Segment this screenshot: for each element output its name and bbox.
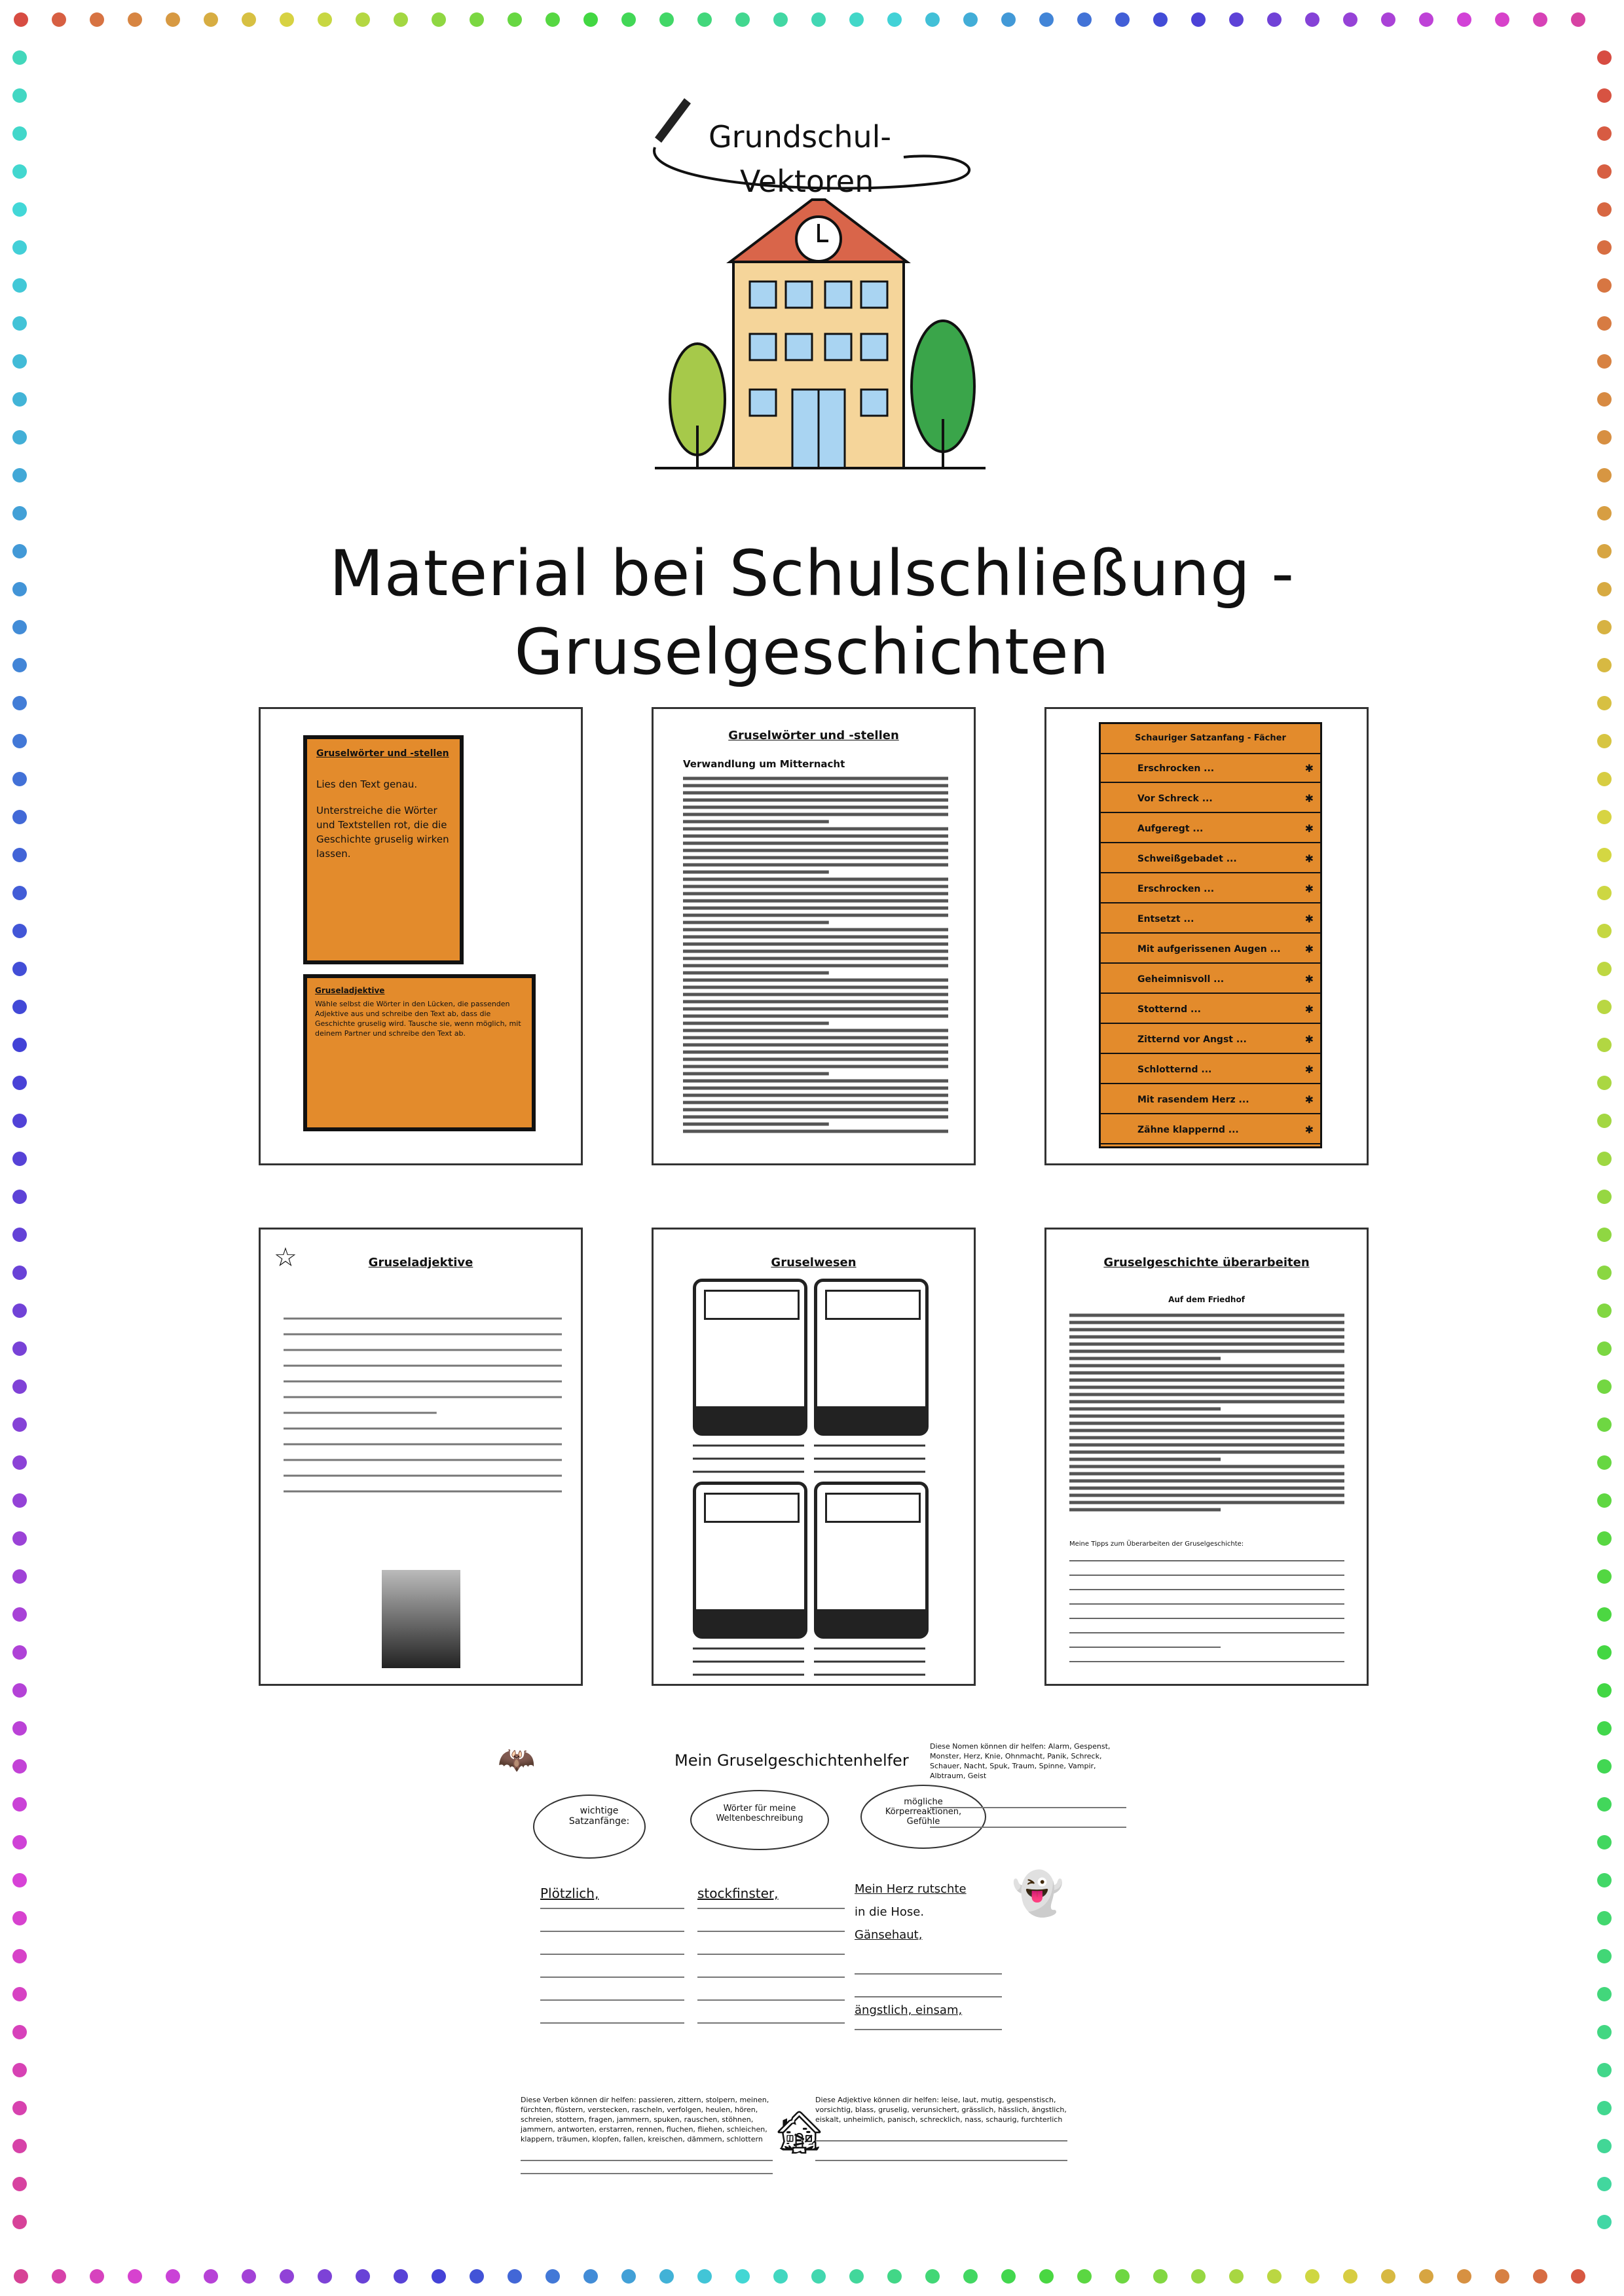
fan-row-label: Geheimnisvoll ... <box>1137 974 1225 985</box>
fan-row <box>1101 905 1320 934</box>
border-dot <box>1597 430 1612 445</box>
border-dot <box>1597 392 1612 407</box>
border-dot <box>1597 1683 1612 1698</box>
bat-icon: 🦇 <box>498 1741 536 1777</box>
border-dot <box>1597 1721 1612 1736</box>
border-dot <box>1597 202 1612 217</box>
border-dot <box>12 1759 27 1774</box>
border-dot <box>1039 2269 1054 2284</box>
text-body-lines <box>683 774 948 1141</box>
border-dot <box>1597 1569 1612 1584</box>
border-dot <box>12 240 27 255</box>
thumbnail-creatures <box>652 1228 976 1686</box>
border-dot <box>166 12 180 27</box>
stairs-image <box>382 1570 460 1668</box>
col3-line3: Gänsehaut, <box>855 1928 923 1942</box>
border-dot <box>1597 886 1612 900</box>
border-dot <box>1077 2269 1092 2284</box>
sentence-fan <box>1099 722 1322 1148</box>
border-dot <box>621 12 636 27</box>
border-dot <box>52 12 66 27</box>
border-dot <box>12 1266 27 1280</box>
col1-example: Plötzlich, <box>540 1886 599 1901</box>
spider-icon: ✱ <box>1304 1033 1314 1046</box>
page-title-line2: Gruselgeschichten <box>514 615 1110 689</box>
border-dot <box>1597 50 1612 65</box>
border-dot <box>12 1721 27 1736</box>
border-dot <box>1597 1152 1612 1166</box>
border-dot <box>12 50 27 65</box>
border-dot <box>1597 354 1612 369</box>
border-dot <box>1191 2269 1206 2284</box>
adjectives-intro: Diese Adjektive können dir helfen: <box>815 2096 939 2104</box>
border-dot <box>1597 1949 1612 1963</box>
fan-row <box>1101 875 1320 903</box>
spider-icon: ✱ <box>1304 913 1314 925</box>
thumb2-subtitle: Verwandlung um Mitternacht <box>683 758 845 770</box>
border-dot <box>12 1569 27 1584</box>
nouns-intro: Diese Nomen können dir helfen: <box>930 1742 1046 1751</box>
border-dot <box>1597 734 1612 748</box>
border-dot <box>12 962 27 976</box>
border-dot <box>1597 1759 1612 1774</box>
tips-lines <box>1069 1557 1344 1675</box>
border-dot <box>12 924 27 938</box>
border-dot <box>12 1114 27 1128</box>
border-dot <box>1597 2025 1612 2039</box>
border-dot <box>1457 2269 1471 2284</box>
border-dot <box>12 2177 27 2191</box>
border-dot <box>1001 2269 1016 2284</box>
border-dot <box>12 126 27 141</box>
border-dot <box>659 2269 674 2284</box>
border-dot <box>12 1000 27 1014</box>
border-dot <box>14 2269 28 2284</box>
task-step-1: Lies den Text genau. <box>316 778 418 790</box>
border-dot <box>697 2269 712 2284</box>
border-dot <box>12 1835 27 1850</box>
border-dot <box>659 12 674 27</box>
spider-icon: ✱ <box>1304 822 1314 835</box>
border-dot <box>204 12 218 27</box>
border-dot <box>1597 2139 1612 2153</box>
border-dot <box>280 2269 294 2284</box>
border-dot <box>1495 2269 1509 2284</box>
border-dot <box>12 2063 27 2077</box>
border-dot <box>128 12 142 27</box>
border-dot <box>12 164 27 179</box>
bubble-2: Wörter für meine Weltenbeschreibung <box>716 1804 803 1823</box>
fan-row <box>1101 784 1320 813</box>
fan-row <box>1101 995 1320 1024</box>
border-dot <box>12 1873 27 1887</box>
border-dot <box>12 354 27 369</box>
border-dot <box>1229 12 1244 27</box>
border-dot <box>1077 12 1092 27</box>
border-dot <box>1597 468 1612 483</box>
border-dot <box>12 1038 27 1052</box>
border-dot <box>1597 126 1612 141</box>
border-dot <box>356 2269 370 2284</box>
border-dot <box>1343 12 1357 27</box>
border-dot <box>1597 810 1612 824</box>
border-dot <box>12 506 27 520</box>
border-dot <box>1597 1987 1612 2001</box>
border-dot <box>14 12 28 27</box>
border-dot <box>583 12 598 27</box>
border-dot <box>1597 1607 1612 1622</box>
thumbnail-revise-story <box>1044 1228 1369 1686</box>
logo <box>629 85 1008 478</box>
border-dot <box>1533 2269 1547 2284</box>
border-dot <box>1597 1493 1612 1508</box>
tips-label: Meine Tipps zum Überarbeiten der Gruselgeschichte: <box>1069 1540 1244 1548</box>
border-dot <box>507 12 522 27</box>
border-dot <box>1191 12 1206 27</box>
border-dot <box>12 1987 27 2001</box>
border-dot <box>356 12 370 27</box>
border-dot <box>1597 1190 1612 1204</box>
border-dot <box>1597 1000 1612 1014</box>
nouns-list: Alarm, Gespenst, Monster, Herz, Knie, Ohnmacht, Panik, Schreck, Schauer, Nacht, Spuk, Traum, Spinne, Vampir, Albtraum, Geist <box>930 1742 1111 1780</box>
story-helper-sheet <box>498 1722 1139 2180</box>
border-dot <box>12 1228 27 1242</box>
fan-row-label: Mit aufgerissenen Augen ... <box>1137 944 1281 955</box>
border-dot <box>1597 1835 1612 1850</box>
border-dot <box>1597 1531 1612 1546</box>
verbs-box <box>521 2095 776 2144</box>
border-dot <box>12 316 27 331</box>
border-dot <box>925 2269 940 2284</box>
fan-row <box>1101 1085 1320 1114</box>
border-dot <box>12 1417 27 1432</box>
fan-row-label: Zähne klappernd ... <box>1137 1125 1239 1135</box>
border-dot <box>12 1076 27 1090</box>
fan-row-label: Aufgeregt ... <box>1137 824 1204 834</box>
border-dot <box>1343 2269 1357 2284</box>
border-dot <box>621 2269 636 2284</box>
thumb6-subtitle: Auf dem Friedhof <box>1168 1295 1245 1304</box>
border-dot <box>1597 848 1612 862</box>
fan-row <box>1101 965 1320 994</box>
border-dot <box>1419 12 1433 27</box>
border-dot <box>470 12 484 27</box>
border-dot <box>1597 1417 1612 1432</box>
fan-row-label: Vor Schreck ... <box>1137 793 1213 804</box>
border-dot <box>12 1152 27 1166</box>
thumb2-title: Gruselwörter und -stellen <box>728 729 899 742</box>
border-dot <box>1597 1797 1612 1812</box>
spider-icon: ✱ <box>1304 1003 1314 1015</box>
border-dot <box>1597 278 1612 293</box>
border-dot <box>1597 1114 1612 1128</box>
border-dot <box>1597 696 1612 710</box>
border-dot <box>12 734 27 748</box>
border-dot <box>204 2269 218 2284</box>
border-dot <box>280 12 294 27</box>
border-dot <box>1381 2269 1395 2284</box>
border-dot <box>1381 12 1395 27</box>
border-dot <box>1115 2269 1130 2284</box>
border-dot <box>242 12 256 27</box>
border-dot <box>545 2269 560 2284</box>
border-dot <box>12 1190 27 1204</box>
border-dot <box>1533 12 1547 27</box>
spider-icon: ✱ <box>1304 762 1314 774</box>
logo-line1: Grundschul- <box>709 119 892 155</box>
fan-row <box>1101 1055 1320 1084</box>
border-dot <box>1229 2269 1244 2284</box>
border-dot <box>470 2269 484 2284</box>
border-dot <box>1597 506 1612 520</box>
border-dot <box>12 1645 27 1660</box>
gap-text-lines <box>284 1315 562 1511</box>
border-dot <box>545 12 560 27</box>
border-dot <box>1115 12 1130 27</box>
border-dot <box>12 810 27 824</box>
border-dot <box>887 12 902 27</box>
border-dot <box>90 2269 104 2284</box>
border-dot <box>12 2215 27 2229</box>
border-dot <box>12 1531 27 1546</box>
border-dot <box>12 1455 27 1470</box>
border-dot <box>1267 2269 1282 2284</box>
border-dot <box>697 12 712 27</box>
border-dot <box>1571 12 1585 27</box>
border-dot <box>735 2269 750 2284</box>
border-dot <box>12 1949 27 1963</box>
thumbnail-task-cards <box>259 707 583 1165</box>
border-dot <box>1597 2177 1612 2191</box>
border-dot <box>12 2101 27 2115</box>
border-dot <box>394 2269 408 2284</box>
border-dot <box>12 202 27 217</box>
spider-icon: ✱ <box>1304 943 1314 955</box>
border-dot <box>1597 88 1612 103</box>
col2-example: stockfinster, <box>697 1886 779 1901</box>
fan-row <box>1101 935 1320 964</box>
border-dot <box>12 430 27 445</box>
writing-lines <box>693 1230 929 1686</box>
border-dot <box>12 1341 27 1356</box>
border-dot <box>1597 2063 1612 2077</box>
border-dot <box>318 12 332 27</box>
border-dot <box>1597 240 1612 255</box>
border-dot <box>432 2269 446 2284</box>
border-dot <box>12 278 27 293</box>
border-dot <box>887 2269 902 2284</box>
spider-icon: ✱ <box>1304 883 1314 895</box>
logo-line2: Vektoren <box>740 164 874 199</box>
col3-line1: Mein Herz rutschte <box>855 1882 967 1896</box>
thumbnail-adjectives <box>259 1228 583 1686</box>
fan-row-label: Erschrocken ... <box>1137 763 1215 774</box>
border-dot <box>1153 12 1168 27</box>
fan-row <box>1101 814 1320 843</box>
border-dot <box>12 2139 27 2153</box>
bubble-1: wichtige Satzanfänge: <box>568 1806 630 1827</box>
border-dot <box>1305 2269 1320 2284</box>
border-dot <box>242 2269 256 2284</box>
fan-row <box>1101 1116 1320 1144</box>
adjectives-box <box>815 2095 1071 2124</box>
border-dot <box>166 2269 180 2284</box>
col3-line2: in die Hose. <box>855 1905 925 1919</box>
spider-icon: ✱ <box>1304 852 1314 865</box>
fan-row-label: Stotternd ... <box>1137 1004 1201 1015</box>
thumb6-title: Gruselgeschichte überarbeiten <box>1103 1256 1310 1269</box>
border-dot <box>1153 2269 1168 2284</box>
fan-row-label: Mit rasendem Herz ... <box>1137 1095 1249 1105</box>
border-dot <box>1039 12 1054 27</box>
border-dot <box>432 12 446 27</box>
task-card2-title: Gruseladjektive <box>315 986 385 995</box>
border-dot <box>1305 12 1320 27</box>
border-dot <box>1495 12 1509 27</box>
border-dot <box>12 1911 27 1925</box>
fan-row-label: Erschrocken ... <box>1137 884 1215 894</box>
border-dot <box>394 12 408 27</box>
border-dot <box>811 2269 826 2284</box>
fan-row <box>1101 1025 1320 1054</box>
fan-row-label: Entsetzt ... <box>1137 914 1194 924</box>
border-dot <box>12 1303 27 1318</box>
border-dot <box>963 12 978 27</box>
border-dot <box>90 12 104 27</box>
border-dot <box>1597 2101 1612 2115</box>
border-dot <box>12 468 27 483</box>
haunted-house-icon: 🏚 <box>773 2109 826 2157</box>
border-dot <box>12 1797 27 1812</box>
border-dot <box>811 12 826 27</box>
verbs-list: passieren, zittern, stolpern, meinen, fürchten, flüstern, verstecken, rascheln, verfolgen, heulen, hören, schreien, stottern, fragen, jammern, spuken, rauschen, stöhnen, jammern, antworten, erstarren, rennen, fluchen, fliehen, schleichen, klappern, träumen, klopfen, fallen, kreischen, dämmern, schlottern <box>521 2096 769 2143</box>
border-dot <box>1597 1873 1612 1887</box>
ghost-icon: 👻 <box>1012 1870 1064 1918</box>
border-dot <box>1597 772 1612 786</box>
border-dot <box>12 696 27 710</box>
border-dot <box>773 2269 788 2284</box>
border-dot <box>1597 316 1612 331</box>
border-dot <box>1597 1341 1612 1356</box>
fan-row-label: Zitternd vor Angst ... <box>1137 1034 1247 1045</box>
spider-icon: ✱ <box>1304 792 1314 805</box>
fan-row <box>1101 754 1320 783</box>
bubble-3: mögliche Körperreaktionen, Gefühle <box>885 1797 962 1827</box>
border-dot <box>12 848 27 862</box>
border-dot <box>1597 1303 1612 1318</box>
spider-icon: ✱ <box>1304 1093 1314 1106</box>
border-dot <box>849 2269 864 2284</box>
border-dot <box>1597 1266 1612 1280</box>
border-dot <box>1597 1379 1612 1394</box>
border-dot <box>773 12 788 27</box>
col3-line4: ängstlich, einsam, <box>855 2003 963 2017</box>
border-dot <box>318 2269 332 2284</box>
border-dot <box>1597 164 1612 179</box>
task-card2-text: Wähle selbst die Wörter in den Lücken, die passenden Adjektive aus und schreibe den Text ab, dass die Geschichte gruselig wird. Tausche sie, wenn möglich, mit deinem Partner und schreibe den Text ab. <box>315 1000 521 1038</box>
task-card-rotated <box>303 974 536 1131</box>
border-dot <box>12 1607 27 1622</box>
page-title-line1: Material bei Schulschließung - <box>329 537 1295 610</box>
border-dot <box>849 12 864 27</box>
border-dot <box>12 1493 27 1508</box>
border-dot <box>1001 12 1016 27</box>
border-dot <box>1597 2215 1612 2229</box>
verbs-intro: Diese Verben können dir helfen: <box>521 2096 637 2104</box>
adjectives-list: leise, laut, mutig, gespenstisch, vorsichtig, blass, gruselig, verunsichert, grässlich, hässlich, ängstlich, eiskalt, unheimlich, panisch, schrecklich, nass, schaurig, furchterlich <box>815 2096 1067 2124</box>
border-dot <box>1571 2269 1585 2284</box>
border-dot <box>925 12 940 27</box>
border-dot <box>1597 1228 1612 1242</box>
spider-icon: ✱ <box>1304 1123 1314 1136</box>
border-dot <box>12 392 27 407</box>
border-dot <box>52 2269 66 2284</box>
spider-icon: ✱ <box>1304 973 1314 985</box>
border-dot <box>1267 12 1282 27</box>
border-dot <box>12 1683 27 1698</box>
thumbnail-text-page <box>652 707 976 1165</box>
border-dot <box>963 2269 978 2284</box>
thumb4-title: Gruseladjektive <box>368 1256 473 1269</box>
thumbnail-sentence-fan <box>1044 707 1369 1165</box>
border-dot <box>128 2269 142 2284</box>
star-icon: ☆ <box>274 1243 297 1273</box>
story-text-lines <box>1069 1311 1344 1514</box>
fan-row <box>1101 845 1320 873</box>
border-dot <box>1597 924 1612 938</box>
task-step-2: Unterstreiche die Wörter und Textstellen rot, die die Geschichte gruselig wirken lassen. <box>316 805 449 860</box>
border-dot <box>1597 1911 1612 1925</box>
border-dot <box>1419 2269 1433 2284</box>
task-card-title: Gruselwörter und -stellen <box>316 748 449 759</box>
border-dot <box>12 772 27 786</box>
thumb5-title: Gruselwesen <box>771 1256 857 1269</box>
task-card <box>303 735 464 964</box>
border-dot <box>735 12 750 27</box>
spider-icon: ✱ <box>1304 1063 1314 1076</box>
border-dot <box>507 2269 522 2284</box>
border-dot <box>12 88 27 103</box>
border-dot <box>12 1379 27 1394</box>
border-dot <box>1597 1645 1612 1660</box>
border-dot <box>12 886 27 900</box>
border-dot <box>1597 1076 1612 1090</box>
border-dot <box>1597 1455 1612 1470</box>
helper-title: Mein Gruselgeschichtenhelfer <box>674 1751 909 1770</box>
fan-row-label: Schlotternd ... <box>1137 1065 1212 1075</box>
border-dot <box>583 2269 598 2284</box>
border-dot <box>1597 962 1612 976</box>
border-dot <box>1457 12 1471 27</box>
border-dot <box>1597 1038 1612 1052</box>
border-dot <box>12 2025 27 2039</box>
fan-row-label: Schweißgebadet ... <box>1137 854 1237 864</box>
fan-header: Schauriger Satzanfang - Fächer <box>1101 724 1320 754</box>
